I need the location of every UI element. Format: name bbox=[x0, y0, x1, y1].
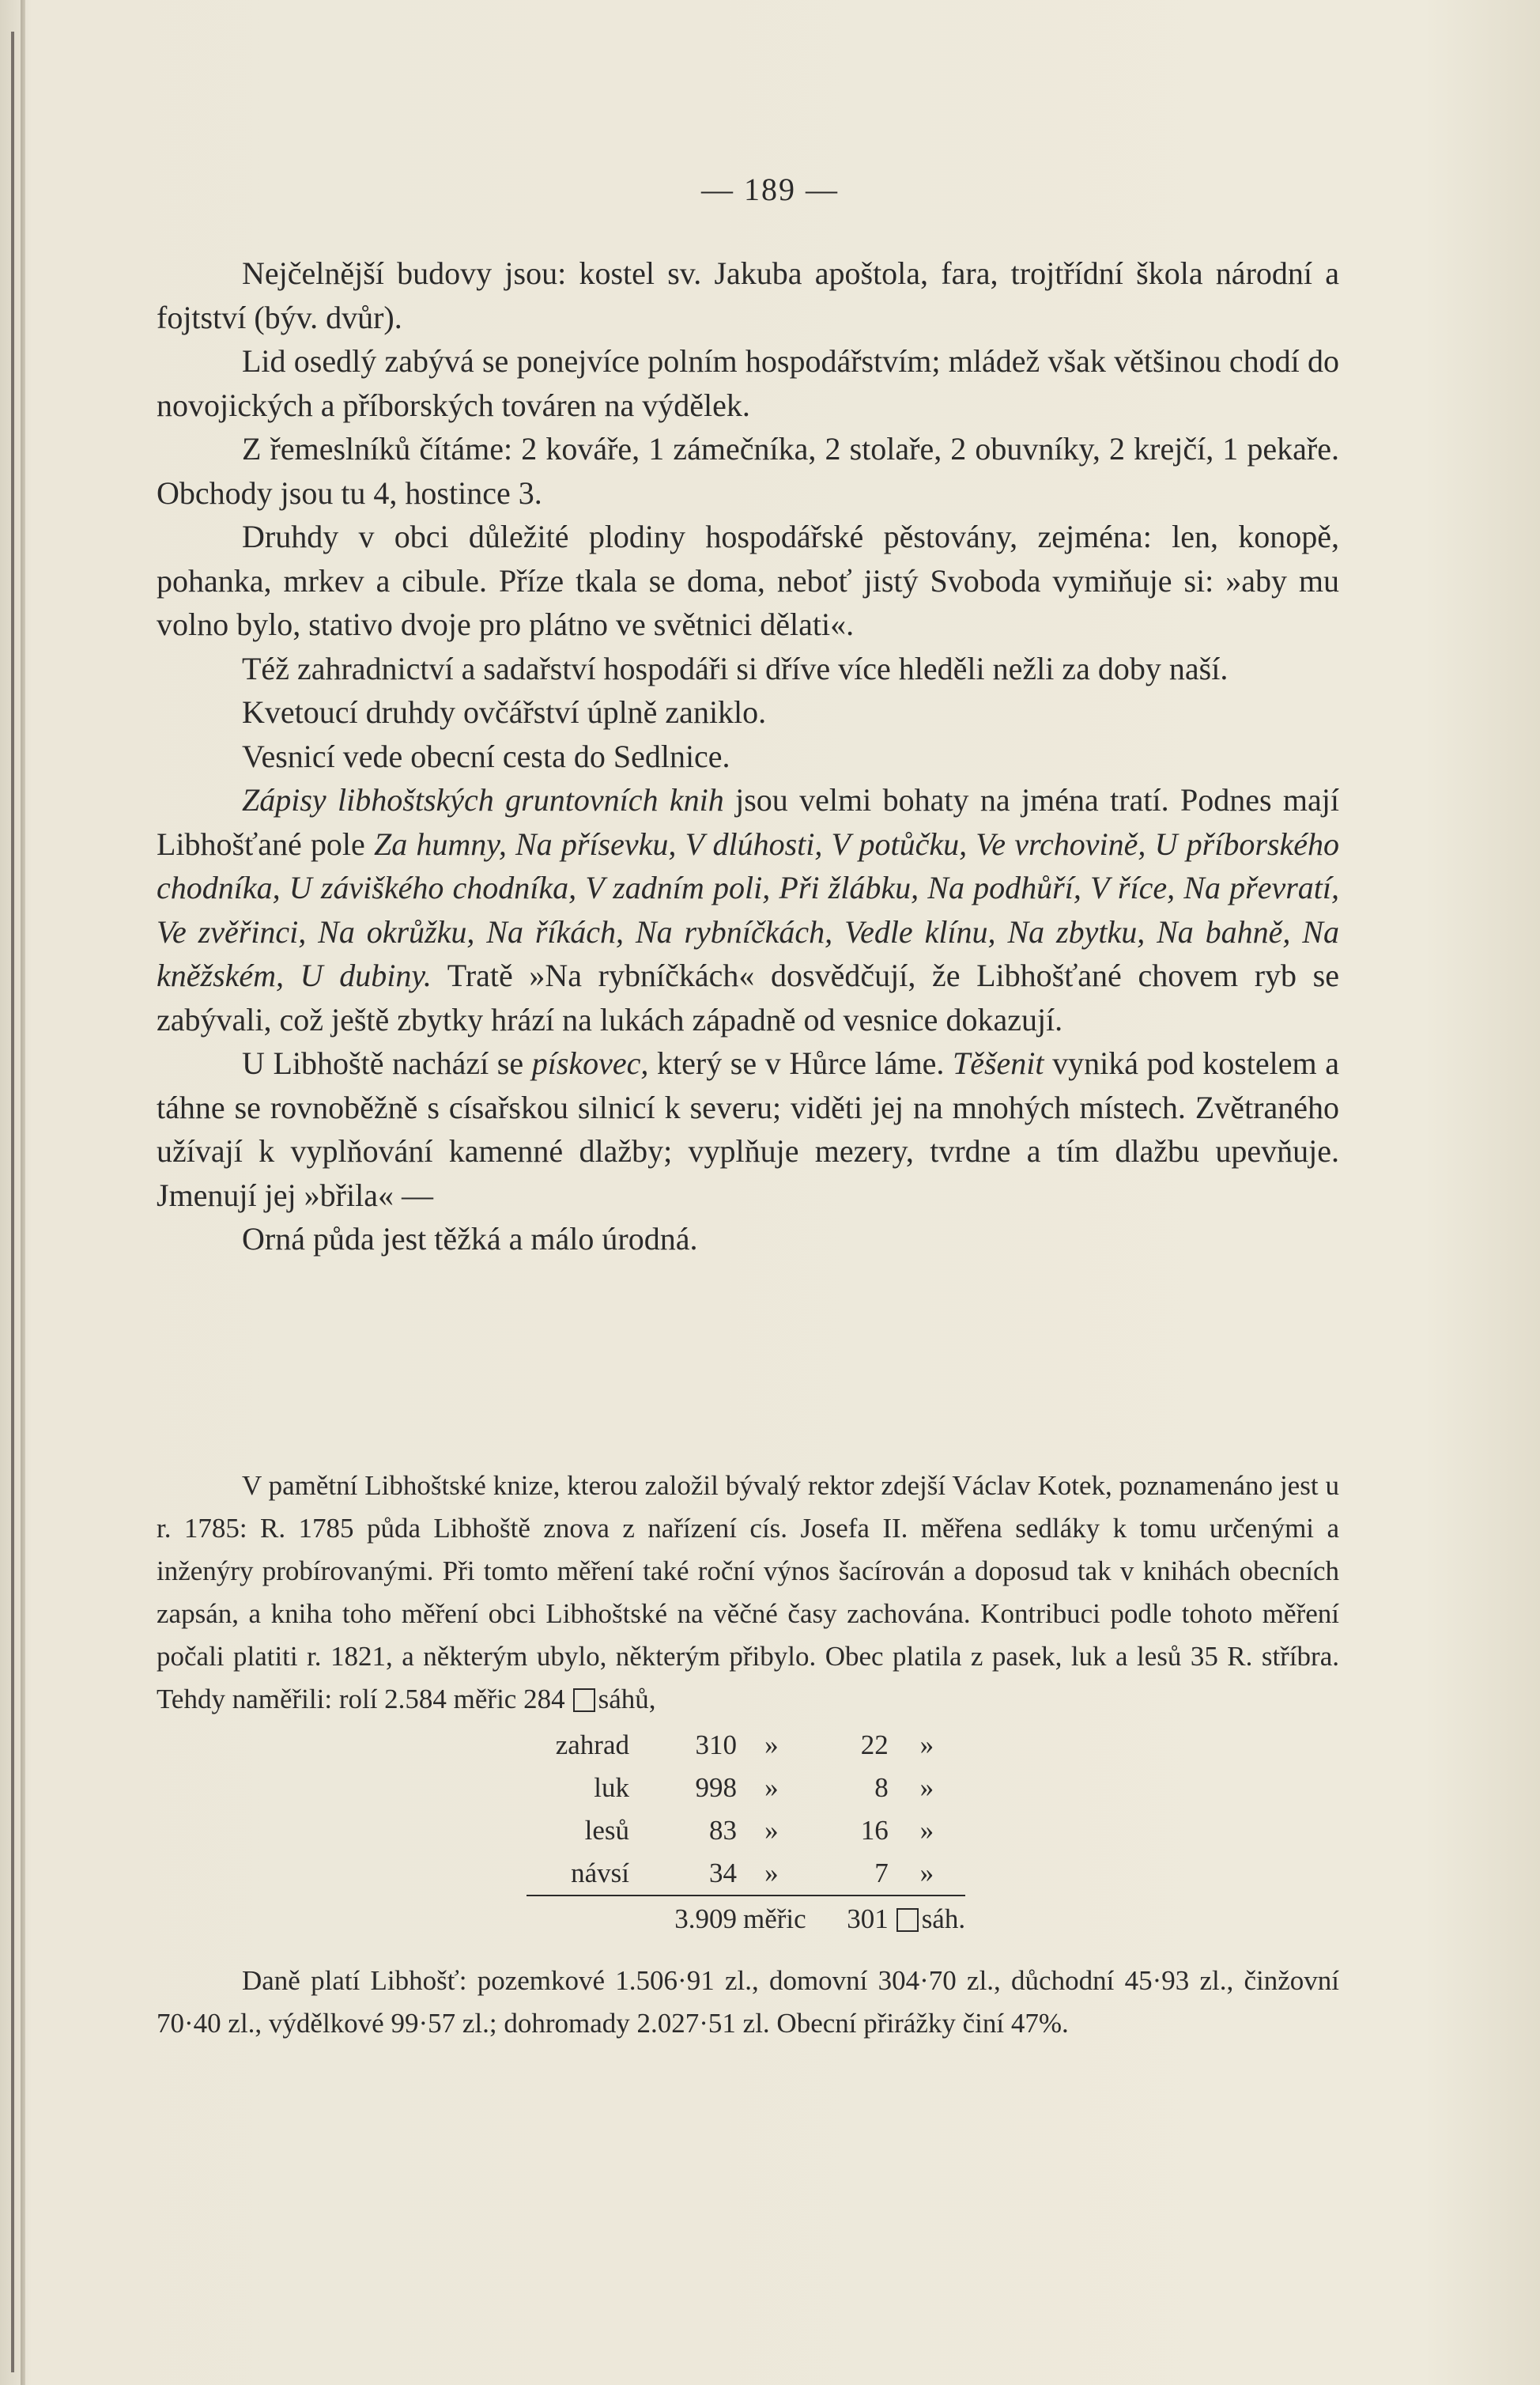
paragraph-road: Vesnicí vede obecní cesta do Sedlnice. bbox=[242, 738, 730, 774]
row-value-2: 16 bbox=[860, 1815, 889, 1846]
main-text bbox=[157, 251, 1339, 1261]
paragraph-crops: Druhdy v obci důležité plodiny hospodářské pěstovány, zejména: len, konopě, pohanka, mrkev a cibule. Příze tkala se doma, neboť jistý Svoboda vymiňuje si: »aby mu volno bylo, stativo dvoje pro plátno ve světnici dělati«. bbox=[157, 519, 1339, 642]
square-unit-icon bbox=[573, 1688, 595, 1712]
paragraph-sheep: Kvetoucí druhdy ovčářství úplně zaniklo. bbox=[242, 694, 767, 730]
field-names-list: Za humny, Na přísevku, V dlúhosti, V potůčku, Ve vrchovině, U příborského chodníka, U záviškého chodníka, V zadním poli, Při žlábku, Na podhůří, V říce, Na převratí, Ve zvěřinci, Na okrůžku, Na říkách, Na rybníčkách, Vedle klínu, Na zbytku, Na bahně, Na kněžském, U dubiny. bbox=[157, 826, 1339, 993]
row-value-1: 83 bbox=[709, 1815, 737, 1846]
paragraph-field-names bbox=[157, 778, 1339, 1041]
zapisy-text: jsou velmi bohaty na jména tratí. Podnes mají Libhošťané pole bbox=[157, 782, 1339, 862]
ditto-mark: » bbox=[889, 1852, 965, 1896]
paragraph-craftsmen: Z řemeslníků čítáme: 2 kováře, 1 zámečníka, 2 stolaře, 2 obuvníky, 2 krejčí, 1 pekaře. Obchody jsou tu 4, hostince 3. bbox=[157, 431, 1339, 511]
row-value-1: 310 bbox=[695, 1729, 737, 1760]
table-row bbox=[527, 1724, 965, 1767]
paragraph-gardening: Též zahradnictví a sadařství hospodáři si dříve více hleděli nežli za doby naší. bbox=[242, 650, 1229, 686]
page-edge-line bbox=[11, 32, 14, 2372]
geology-text-3: vyniká pod kostelem a táhne se rovnoběžně s císařskou silnicí k severu; viděti jej na mnohých místech. Zvětraného užívají k vyplňování kamenné dlažby; vyplňuje mezery, tvrdne a tím dlažbu upevňuje. Jmenují jej »břila« — bbox=[157, 1045, 1339, 1213]
geology-term-teschenite: Těšenit bbox=[952, 1045, 1044, 1081]
row-value-2: 8 bbox=[874, 1772, 889, 1803]
zapisy-title: Zápisy libhoštských gruntovních knih bbox=[242, 782, 724, 818]
paragraph-people: Lid osedlý zabývá se ponejvíce polním hospodářstvím; mládež však většinou chodí do novojických a příborských továren na výdělek. bbox=[157, 343, 1339, 423]
row-label: zahrad bbox=[555, 1729, 629, 1760]
paragraph-taxes: Daně platí Libhošť: pozemkové 1.506·91 zl., domovní 304·70 zl., důchodní 45·93 zl., činžovní 70·40 zl., výdělkové 99·57 zl.; dohromady 2.027·51 zl. Obecní přirážky činí 47%. bbox=[157, 1965, 1339, 2039]
ditto-mark: » bbox=[919, 1815, 934, 1846]
row-value-2: 7 bbox=[806, 1852, 889, 1896]
ditto-mark: » bbox=[919, 1772, 934, 1803]
table-row bbox=[527, 1809, 965, 1852]
geology-text-2: který se v Hůrce láme. bbox=[648, 1045, 953, 1081]
square-unit-icon bbox=[896, 1908, 919, 1932]
ditto-mark: » bbox=[764, 1729, 779, 1760]
binding-gutter bbox=[21, 0, 25, 2385]
total-unit-2-text: sáh. bbox=[921, 1903, 966, 1934]
page-number: — 189 — bbox=[701, 172, 839, 207]
paragraph-geology bbox=[157, 1041, 1339, 1217]
note-text: V pamětní Libhoštské knize, kterou založil bývalý rektor zdejší Václav Kotek, poznamenáno jest u r. 1785: R. 1785 půda Libhoště znova z nařízení cís. Josefa II. měřena sedláky k tomu určenými a inženýry probírovanými. Při tomto měření také roční výnos šacírován a doposud tak v knihách obecních zapsán, a kniha toho měření obci Libhoštské na věčné časy zachována. Kontribuci podle tohoto měření počali platiti r. 1821, a některým ubylo, některým přibylo. Obec platila z pasek, luk a lesů 35 R. stříbra. Tehdy naměřili: rolí 2.584 měřic 284 bbox=[157, 1470, 1339, 1714]
note-unit: sáhů, bbox=[598, 1684, 656, 1714]
measurement-table bbox=[527, 1724, 965, 1941]
ditto-mark: » bbox=[764, 1772, 779, 1803]
row-label: návsí bbox=[527, 1852, 644, 1896]
row-value-1: 34 bbox=[644, 1852, 737, 1896]
ditto-mark: » bbox=[737, 1852, 806, 1896]
row-label: lesů bbox=[584, 1815, 629, 1846]
row-value-1: 998 bbox=[695, 1772, 737, 1803]
total-value-2: 301 bbox=[847, 1903, 889, 1934]
total-value-1: 3.909 bbox=[674, 1903, 737, 1934]
geology-term-sandstone: pískovec, bbox=[531, 1045, 649, 1081]
ditto-mark: » bbox=[764, 1815, 779, 1846]
ditto-mark: » bbox=[919, 1729, 934, 1760]
geology-text: U Libhoště nachází se bbox=[242, 1045, 532, 1081]
table-row bbox=[527, 1767, 965, 1809]
paragraph-soil: Orná půda jest těžká a málo úrodná. bbox=[242, 1221, 698, 1257]
row-label: luk bbox=[594, 1772, 629, 1803]
table-total-row bbox=[527, 1896, 965, 1941]
total-unit: měřic bbox=[743, 1903, 806, 1934]
total-label-spacer bbox=[527, 1896, 644, 1941]
footnote-block bbox=[157, 1465, 1339, 2045]
row-value-2: 22 bbox=[860, 1729, 889, 1760]
zapisy-text-2: Tratě »Na rybníčkách« dosvědčují, že Libhošťané chovem ryb se zabývali, což ještě zbytky hrází na lukách západně od vesnice dokazují. bbox=[157, 958, 1339, 1038]
total-unit-2 bbox=[889, 1896, 965, 1941]
note-paragraph bbox=[157, 1465, 1339, 1721]
table-row bbox=[527, 1852, 965, 1896]
paragraph-buildings: Nejčelnější budovy jsou: kostel sv. Jakuba apoštola, fara, trojtřídní škola národní a fojtství (býv. dvůr). bbox=[157, 255, 1339, 335]
